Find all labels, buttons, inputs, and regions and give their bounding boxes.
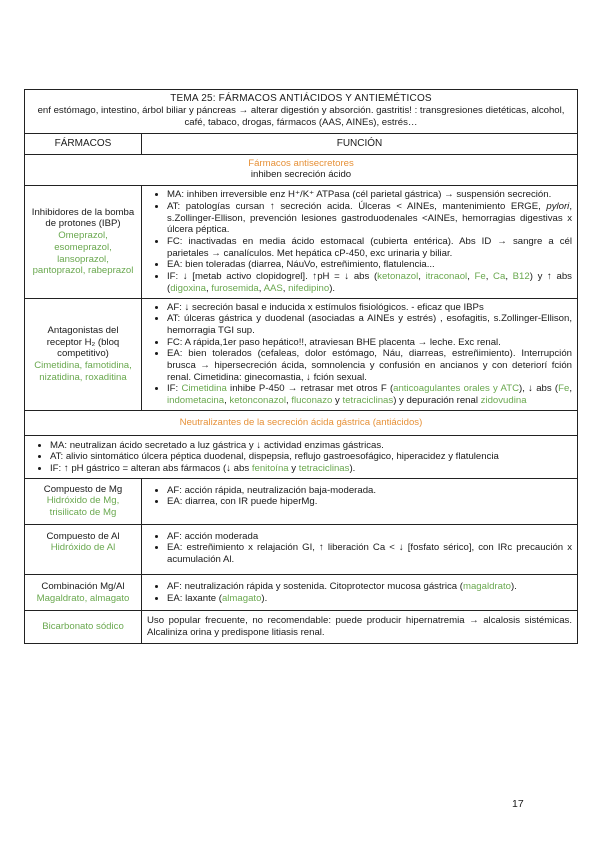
function-list <box>30 440 572 475</box>
table-row-bicarbonato <box>25 611 578 643</box>
drug-class-name: Compuesto de Mg <box>43 483 123 495</box>
table-row-al <box>25 524 578 574</box>
drug-class-name: Antagonistas del receptor H₂ (bloq competitivo) <box>46 324 120 360</box>
list-item: • EA: diarrea, con IR puede hiperMg. <box>167 496 572 508</box>
drug-class-name: Combinación Mg/Al <box>41 580 125 592</box>
section-neutralizantes <box>25 410 578 435</box>
drug-class-name: Compuesto de Al <box>46 530 120 542</box>
function-list <box>147 531 572 566</box>
table-row-ibp <box>25 186 578 298</box>
list-item: • MA: inhiben irreversible enz H⁺/K⁺ ATPasa (cél parietal gástrica) → suspensión secreción. <box>167 189 572 201</box>
page-subtitle: enf estómago, intestino, árbol biliar y páncreas → alterar digestión y absorción. gastritis! : transgresiones dietéticas, alcohol, café, tabaco, drogas, fármacos (AAS, AINEs), estrés… <box>37 105 565 128</box>
drug-list: Magaldrato, almagato <box>36 592 130 604</box>
function-list <box>147 189 572 294</box>
drug-list: Omeprazol, esomeprazol, lansoprazol, pantoprazol, rabeprazol <box>32 230 134 277</box>
page-number: 17 <box>512 798 524 810</box>
list-item: • AF: acción rápida, neutralización baja-moderada. <box>167 485 572 497</box>
list-item: • IF: ↑ pH gástrico = alteran abs fármacos (↓ abs fenitoína y tetraciclinas). <box>50 463 572 475</box>
drug-list: Hidróxido de Mg, trisilicato de Mg <box>46 495 120 519</box>
list-item: • EA: estreñimiento x relajación GI, ↑ liberación Ca < ↓ [fosfato sérico], con IRc precaución x acumulación Al. <box>167 542 572 565</box>
list-item: • FC: inactivadas en media ácido estomacal (cubierta entérica). Abs ID → sangre a cél parietales → canalículos. Met hepática cP-450, exc urinaria y biliar. <box>167 236 572 259</box>
table-row-mgal <box>25 574 578 610</box>
drug-table <box>24 89 578 644</box>
drug-class-name: Inhibidores de la bomba de protones (IBP) <box>31 206 135 230</box>
header-row <box>25 133 578 154</box>
drug-list: Hidróxido de Al <box>50 542 116 554</box>
list-item: • FC: A rápida,1er paso hepático!!, atraviesan BHE placenta → leche. Exc renal. <box>167 337 572 349</box>
list-item: • IF: ↓ [metab activo clopidogrel]. ↑pH = ↓ abs (ketonazol, itraconaol, Fe, Ca, B12) y ↑ abs (digoxina, furosemida, AAS, nifedipino). <box>167 271 572 294</box>
drug-class-name: Bicarbonato sódico <box>25 611 142 643</box>
function-list <box>147 581 572 604</box>
list-item: • AT: alivio sintomático úlcera péptica duodenal, dispepsia, reflujo gastroesofágico, hiperacidez y flatulencia <box>50 451 572 463</box>
title-row <box>25 90 578 134</box>
document-page <box>24 89 578 644</box>
list-item: • EA: bien toleradas (diarrea, NáuVo, estreñimiento, flatulencia... <box>167 259 572 271</box>
col-header-farmacos: FÁRMACOS <box>25 133 142 154</box>
list-item: • IF: Cimetidina inhibe P-450 → retrasar met otros F (anticoagulantes orales y ATC), ↓ abs (Fe, indometacina, ketonconazol, fluconazo y tetraciclinas) y depuración renal zidovudina <box>167 383 572 406</box>
table-row-mg <box>25 478 578 524</box>
function-list <box>147 302 572 407</box>
list-item: • EA: laxante (almagato). <box>167 593 572 605</box>
drug-list: Cimetidina, famotidina, nizatidina, roxaditina <box>34 360 132 383</box>
list-item: • AF: ↓ secreción basal e inducida x estímulos fisiológicos. - eficaz que IBPs <box>167 302 572 314</box>
list-item: • MA: neutralizan ácido secretado a luz gástrica y ↓ actividad enzimas gástricas. <box>50 440 572 452</box>
neutralizantes-general-row <box>25 435 578 478</box>
section-heading: Neutralizantes de la secreción ácida gástrica (antiácidos) <box>25 410 578 435</box>
col-header-funcion: FUNCIÓN <box>142 133 578 154</box>
function-list <box>147 485 572 508</box>
section-antisecretores <box>25 154 578 185</box>
page-title: TEMA 25: FÁRMACOS ANTIÁCIDOS Y ANTIEMÉTICOS <box>170 93 432 104</box>
table-row-h2 <box>25 298 578 410</box>
drug-description: Uso popular frecuente, no recomendable: puede producir hipernatremia → alcalosis sistémicas. Alcaliniza orina y predispone litiasis renal. <box>142 611 578 643</box>
section-subheading: inhiben secreción ácido <box>250 169 352 181</box>
list-item: • AF: acción moderada <box>167 531 572 543</box>
list-item: • AF: neutralización rápida y sostenida. Citoprotector mucosa gástrica (magaldrato). <box>167 581 572 593</box>
list-item: • EA: bien tolerados (cefaleas, dolor estómago, Náu, diarreas, estreñimiento). Interrupción brusca → hipersecreción ácida, somnolencia y confusión en ancianos y con deteriorí fción renal. Cimetidina: ginecomastia, ↓ fción sexual. <box>167 348 572 383</box>
list-item: • AT: úlceras gástrica y duodenal (asociadas a AINEs y estrés) , esofagitis, s.Zollinger-Ellison, hemorragia TGI sup. <box>167 313 572 336</box>
list-item: • AT: patologías cursan ↑ secreción acida. Úlceras < AINEs, mantenimiento ERGE, pylori, s.Zollinger-Ellison, prevención lesiones gastroduodenales <AINEs, hemorragias digestivas x úlcera péptica. <box>167 201 572 236</box>
section-heading: Fármacos antisecretores <box>248 157 354 169</box>
